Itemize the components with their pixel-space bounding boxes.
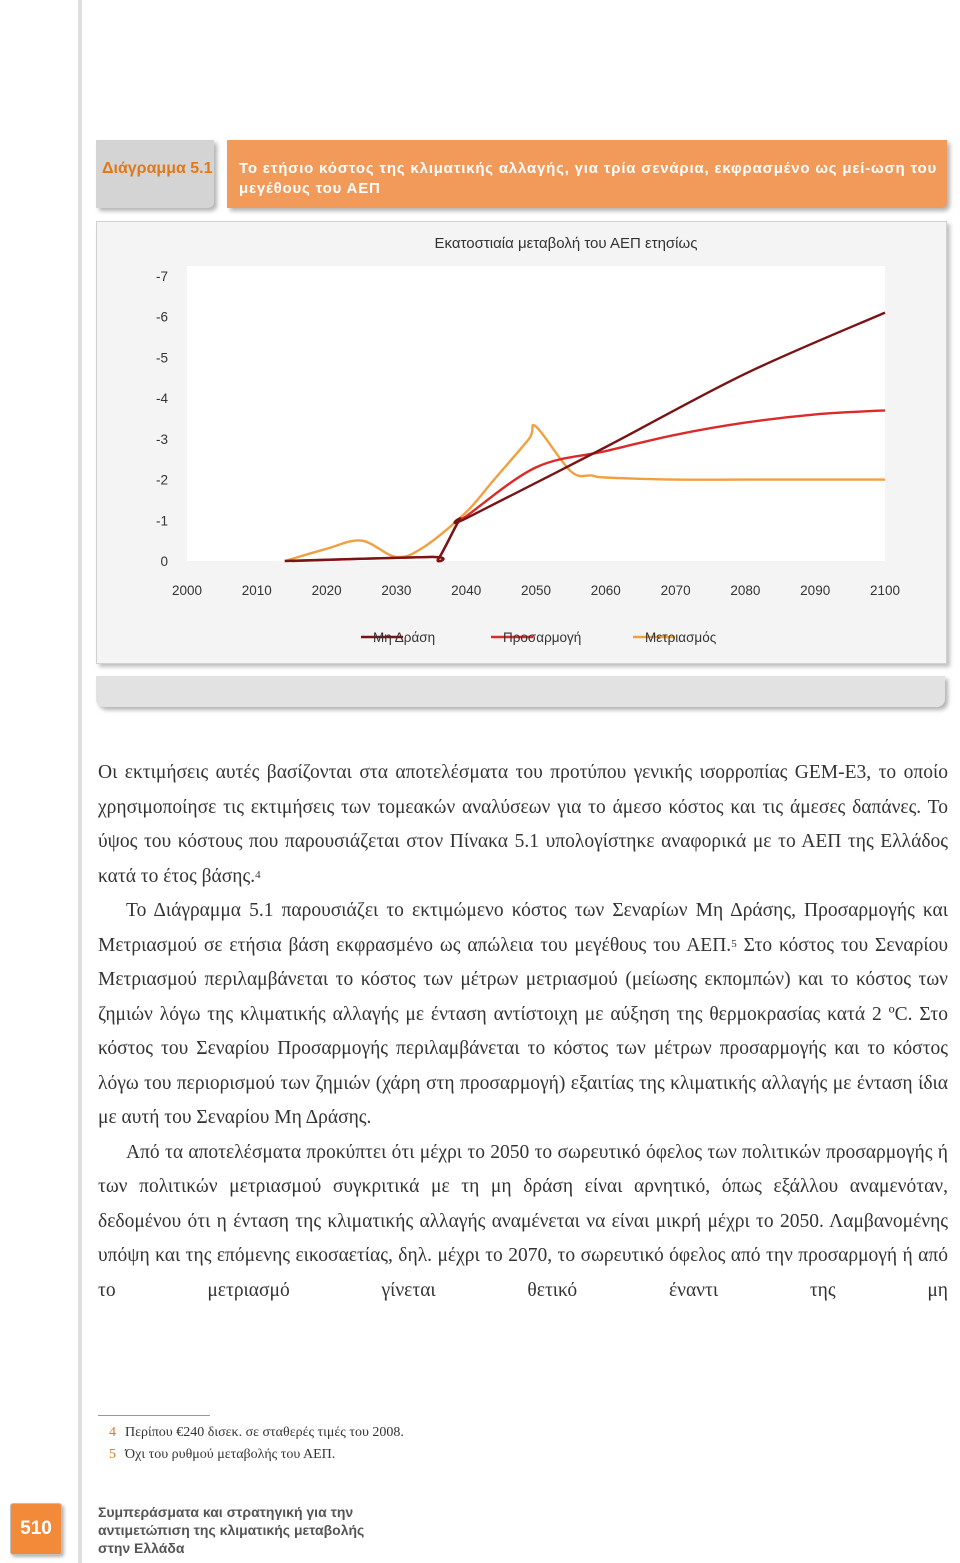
x-tick-label: 2080: [730, 583, 761, 598]
running-footer: [98, 1503, 418, 1557]
paragraph-1-text: Οι εκτιμήσεις αυτές βασίζονται στα αποτελέσματα του προτύπου γενικής ισορροπίας GEM-E3, το οποίο χρησιμοποίησε τις εκτιμήσεις των τομεακών αναλύσεων για το άμεσο κόστος και τις άμεσες δαπάνες. Το ύψος του κόστους που παρουσιάζεται στον Πίνακα 5.1 υπολογίστηκε αναφορικά με το ΑΕΠ της Ελλάδος κατά το έτος βάσης.: [98, 762, 948, 887]
page-number: 510: [20, 1518, 52, 1539]
x-tick-label: 2100: [869, 583, 901, 598]
footnote-number: 4: [109, 1425, 116, 1440]
paragraph-3-text: Από τα αποτελέσματα προκύπτει ότι μέχρι το 2050 το σωρευτικό όφελος των πολιτικών προσαρμογής ή των πολιτικών μετριασμού συγκριτικά με τη μη δράση είναι αρνητικό, όπως εξάλλου αναμενόταν, δεδομένου ότι η ένταση της κλιματικής αλλαγής αναμένεται να είναι μικρή μέχρι το 2050. Λαμβανομένης υπόψη και της επόμενης εικοσαετίας, δηλ. μέχρι το 2070, το σωρευτικό όφελος από την προσαρμογή ή από το μετριασμό γίνεται θετικό έναντι της μη: [98, 1141, 948, 1301]
figure-label: Διάγραμμα 5.1: [102, 160, 213, 177]
chart-title: Εκατοστιαία μεταβολή του ΑΕΠ ετησίως: [434, 235, 698, 252]
footnote-ref-4: 4: [255, 868, 261, 881]
x-tick-label: 2010: [241, 583, 272, 598]
y-tick-label: -2: [155, 472, 168, 488]
x-tick-label: 2060: [590, 583, 621, 598]
chart-panel: [96, 221, 947, 664]
y-tick-label: -5: [155, 350, 168, 366]
x-tick-label: 2000: [171, 583, 203, 598]
paragraph-2: [98, 894, 948, 1136]
paragraph-2b-text: Στο κόστος του Σεναρίου Μετριασμού περιλαμβάνεται το κόστος των μέτρων μετριασμού (μείωσης εκπομπών) και το κόστος των ζημιών λόγω της κλιματικής αλλαγής με ένταση αντίστοιχη με αύξηση της θερμοκρασίας κατά 2 ºC. Στο κόστος του Σεναρίου Προσαρμογής περιλαμβάνεται το κόστος των μέτρων προσαρμογής και το κόστος λόγω του περιορισμού των ζημιών (χάρη στη προσαρμογή) εξαιτίας της κλιματικής αλλαγής με ένταση ίδια με αυτή του Σεναρίου Μη Δράσης.: [98, 934, 948, 1128]
footer-line-3: στην Ελλάδα: [98, 1540, 185, 1556]
paragraph-2a-text: Το Διάγραμμα 5.1 παρουσιάζει το εκτιμώμενο κόστος των Σεναρίων Μη Δράσης, Προσαρμογής και Μετριασμού σε ετήσια βάση εκφρασμένο ως απώλεια του μεγέθους του ΑΕΠ.: [98, 900, 948, 956]
figure-title: Το ετήσιο κόστος της κλιματικής αλλαγής, για τρία σενάρια, εκφρασμένο ως μεί-ωση του μεγέθους του ΑΕΠ: [239, 160, 938, 197]
footnote-number: 5: [109, 1447, 116, 1462]
line-chart: [97, 222, 946, 663]
footnote-5: [109, 1447, 336, 1463]
footnote-text: Όχι του ρυθμού μεταβολής του ΑΕΠ.: [125, 1447, 336, 1462]
x-tick-label: 2070: [660, 583, 691, 598]
x-tick-label: 2030: [381, 583, 412, 598]
legend-label: Προσαρμογή: [503, 630, 582, 645]
y-tick-label: -7: [155, 269, 168, 284]
footer-line-1: Συμπεράσματα και στρατηγική για την: [98, 1504, 354, 1520]
footnote-4: [109, 1425, 404, 1441]
paragraph-1: [98, 756, 948, 894]
y-tick-label: 0: [160, 554, 168, 569]
legend-label: Μετριασμός: [645, 630, 717, 645]
page-number-badge: [10, 1503, 62, 1555]
y-tick-label: -1: [155, 513, 168, 529]
footnote-text: Περίπου €240 δισεκ. σε σταθερές τιμές του 2008.: [125, 1425, 404, 1440]
x-tick-label: 2050: [520, 583, 552, 598]
body-text: [98, 756, 948, 1308]
figure-title-box: [227, 140, 947, 208]
paragraph-3: [98, 1136, 948, 1309]
page-margin-rule: [78, 0, 82, 1563]
legend-label: Μη Δράση: [373, 630, 436, 645]
figure-label-box: [96, 140, 214, 208]
y-tick-label: -3: [155, 431, 168, 447]
plot-area: [187, 266, 885, 561]
footnote-divider: [98, 1415, 210, 1416]
footer-line-2: αντιμετώπιση της κλιματικής μεταβολής: [98, 1522, 365, 1538]
x-tick-label: 2090: [800, 583, 831, 598]
footnote-ref-5: 5: [731, 937, 737, 950]
figure-footer-bar: [96, 676, 945, 707]
y-tick-label: -4: [155, 391, 168, 407]
x-tick-label: 2020: [311, 583, 342, 598]
x-tick-label: 2040: [451, 583, 482, 598]
y-tick-label: -6: [155, 309, 168, 325]
